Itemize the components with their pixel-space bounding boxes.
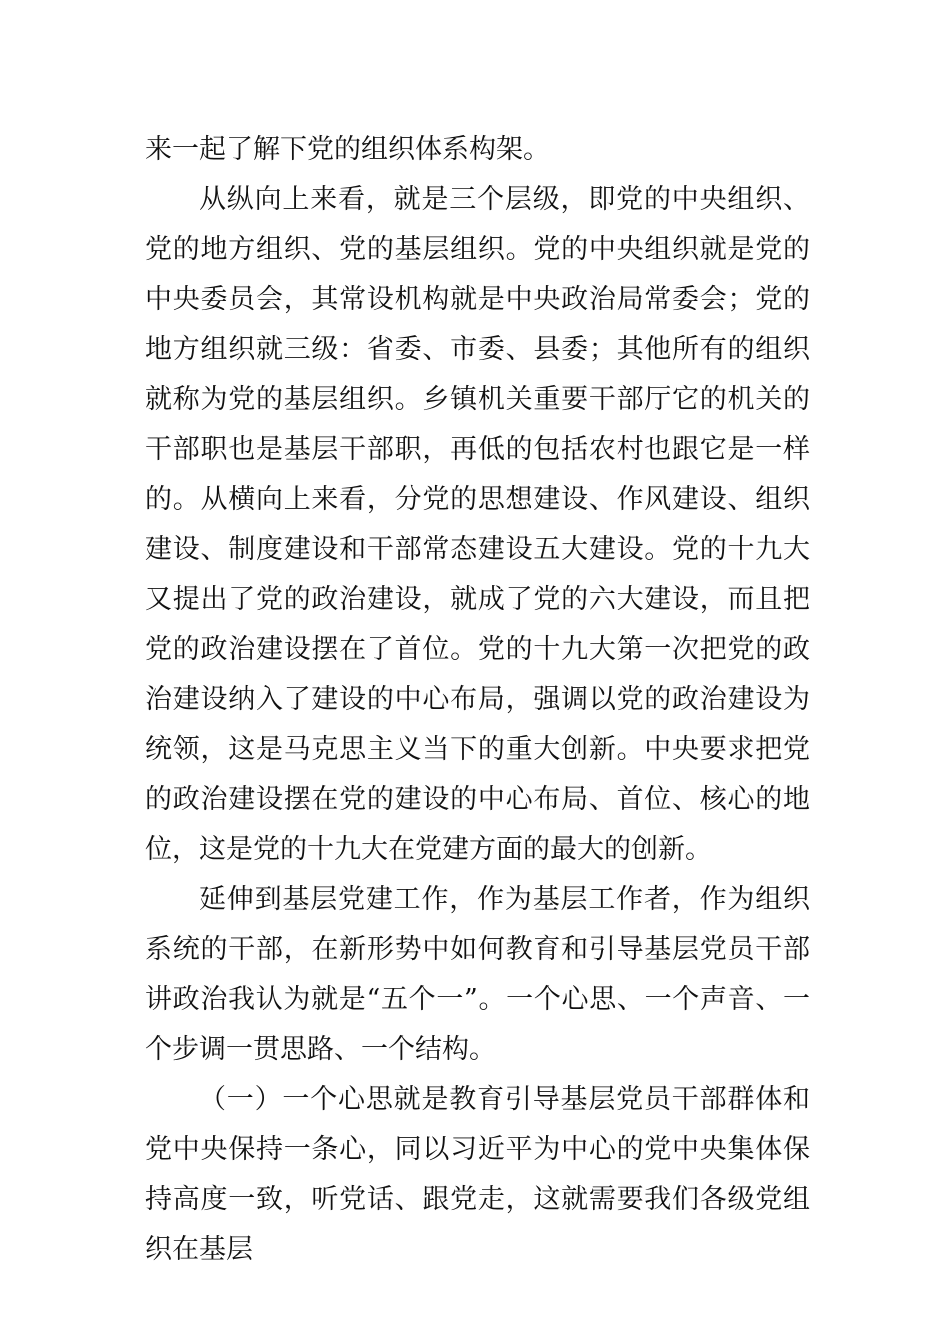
paragraph-one-heart: （一）一个心思就是教育引导基层党员干部群体和党中央保持一条心，同以习近平为中心的党中央集体保持高度一致，听党话、跟党走，这就需要我们各级党组织在基层 — [145, 1084, 810, 1265]
document-body — [145, 125, 810, 1275]
paragraph-continuation: 来一起了解下党的组织体系构架。 — [145, 134, 550, 165]
paragraph-vertical-horizontal-structure: 从纵向上来看，就是三个层级，即党的中央组织、党的地方组织、党的基层组织。党的中央组织就是党的中央委员会，其常设机构就是中央政治局常委会；党的地方组织就三级：省委、市委、县委；其他所有的组织就称为党的基层组织。乡镇机关重要干部厅它的机关的干部职也是基层干部职，再低的包括农村也跟它是一样的。从横向上来看，分党的思想建设、作风建设、组织建设、制度建设和干部常态建设五大建设。党的十九大又提出了党的政治建设，就成了党的六大建设，而且把党的政治建设摆在了首位。党的十九大第一次把党的政治建设纳入了建设的中心布局，强调以党的政治建设为统领，这是马克思主义当下的重大创新。中央要求把党的政治建设摆在党的建设的中心布局、首位、核心的地位，这是党的十九大在党建方面的最大的创新。 — [145, 184, 810, 865]
paragraph-five-ones: 延伸到基层党建工作，作为基层工作者，作为组织系统的干部，在新形势中如何教育和引导基层党员干部讲政治我认为就是“五个一”。一个心思、一个声音、一个步调一贯思路、一个结构。 — [145, 884, 810, 1065]
